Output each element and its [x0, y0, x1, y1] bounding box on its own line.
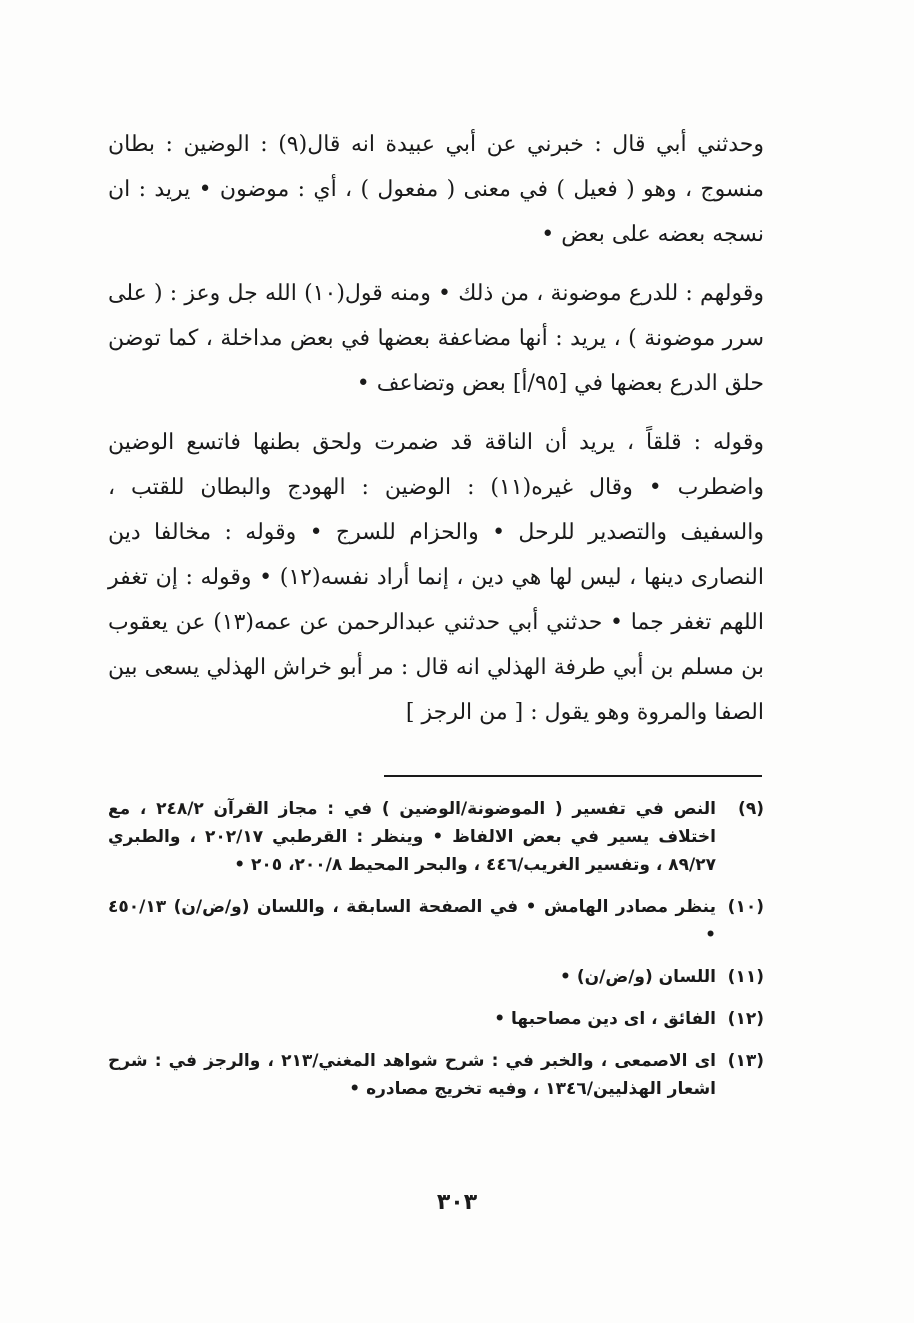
footnote-number: (٩): [738, 799, 764, 819]
footnote-text: الفائق ، اى دين مصاحبها •: [494, 1009, 716, 1029]
footnote-text: ينظر مصادر الهامش • في الصفحة السابقة ، واللسان (و/ض/ن) ٤٥٠/١٣ •: [108, 897, 716, 945]
page-number: ٣٠٣: [436, 1190, 478, 1215]
footnote-text: اللسان (و/ض/ن) •: [560, 967, 716, 987]
footnote-12: [108, 1005, 764, 1033]
footnote-number: (١٢): [727, 1009, 764, 1029]
footnote-10: [108, 893, 764, 949]
footnote-text: اى الاصمعى ، والخبر في : شرح شواهد المغني/٢١٣ ، والرجز في : شرح اشعار الهذليين/١٣٤٦ ، وفيه تخريج مصادره •: [108, 1051, 716, 1099]
footnote-13: [108, 1047, 764, 1103]
footnote-number: (١٠): [727, 897, 764, 917]
footnotes-section: [108, 795, 764, 1117]
main-text-body: [108, 122, 764, 749]
footnote-text: النص في تفسير ( الموضونة/الوضين ) في : مجاز القرآن ٢٤٨/٢ ، مع اختلاف يسير في بعض الالفاظ • وينظر : القرطبي ٢٠٢/١٧ ، والطبري ٨٩/٢٧ ، وتفسير الغريب/٤٤٦ ، والبحر المحيط ٢٠٠/٨، ٢٠٥ •: [108, 799, 716, 875]
paragraph-1: وحدثني أبي قال : خبرني عن أبي عبيدة انه قال(٩) : الوضين : بطان منسوج ، وهو ( فعيل ) في معنى ( مفعول ) ، أي : موضون • يريد : ان نسجه بعضه على بعض •: [108, 132, 765, 247]
footnote-9: [108, 795, 764, 879]
footnote-separator: [384, 775, 762, 777]
footnote-11: [108, 963, 764, 991]
paragraph-3: وقوله : قلقاً ، يريد أن الناقة قد ضمرت ولحق بطنها فاتسع الوضين واضطرب • وقال غيره(١١) : الوضين : الهودج والبطان للقتب ، والسفيف والتصدير للرحل • والحزام للسرج • وقوله : مخالفا دين النصارى دينها ، ليس لها هي دين ، إنما أراد نفسه(١٢) • وقوله : إن تغفر اللهم تغفر جما • حدثني أبي حدثني عبدالرحمن عن عمه(١٣) عن يعقوب بن مسلم بن أبي طرفة الهذلي انه قال : مر أبو خراش الهذلي يسعى بين الصفا والمروة وهو يقول : [ من الرجز ]: [108, 430, 764, 725]
paragraph-2: وقولهم : للدرع موضونة ، من ذلك • ومنه قول(١٠) الله جل وعز : ( على سرر موضونة ) ، يريد : أنها مضاعفة بعضها في بعض مداخلة ، كما توضن حلق الدرع بعضها في [٩٥/أ] بعض وتضاعف •: [108, 281, 764, 396]
footnote-number: (١١): [727, 967, 764, 987]
footnote-number: (١٣): [727, 1051, 764, 1071]
